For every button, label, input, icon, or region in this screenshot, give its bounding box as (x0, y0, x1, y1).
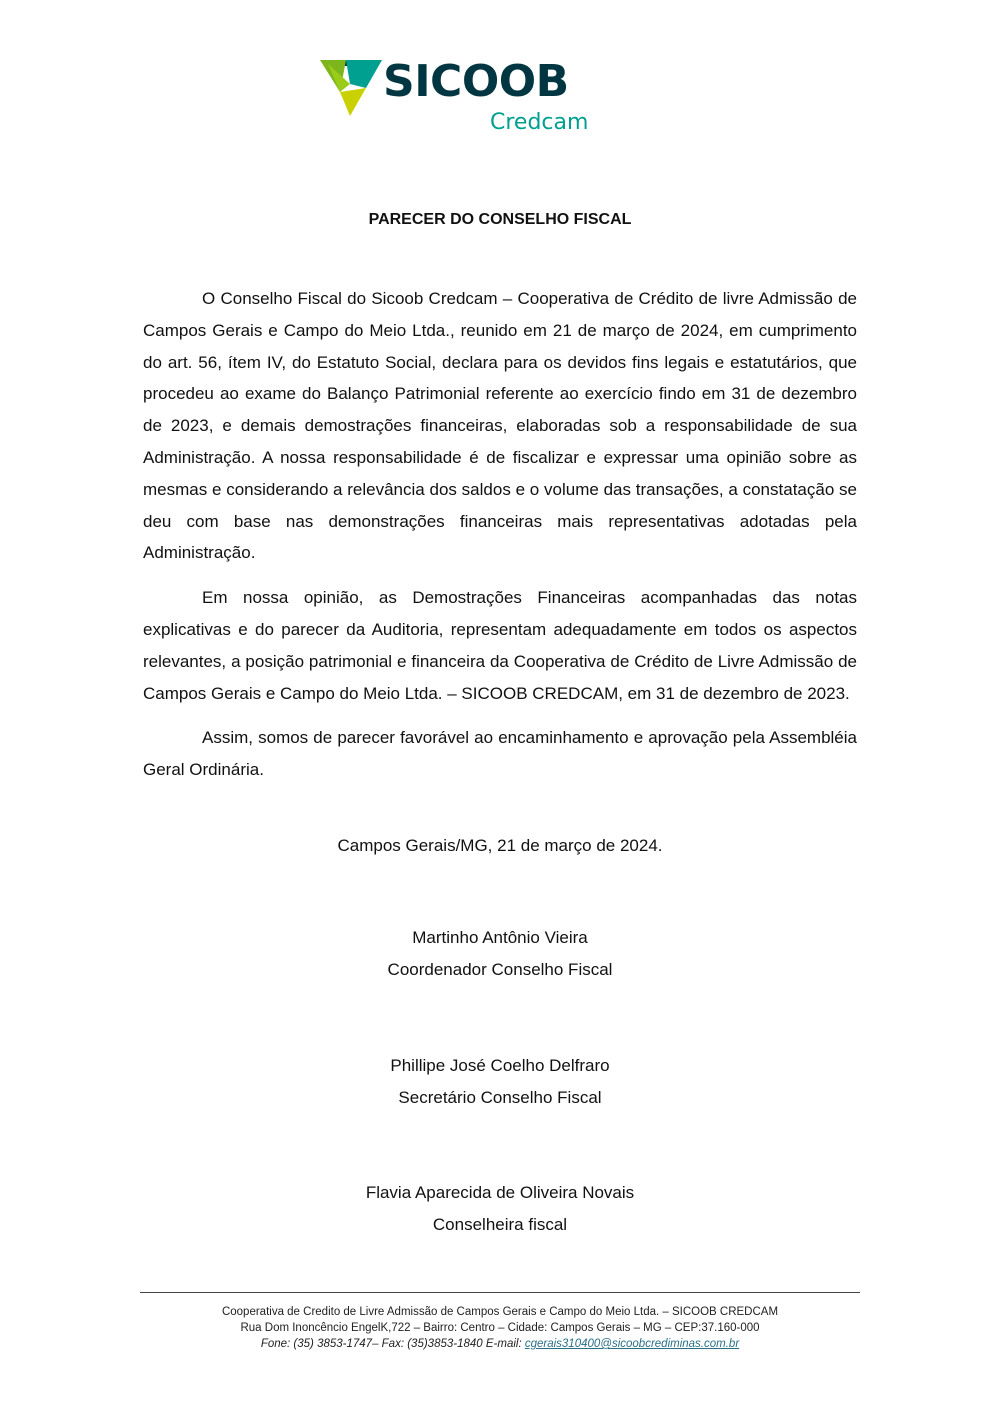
signatory-name: Martinho Antônio Vieira (412, 928, 588, 947)
signature-block-coordinator (0, 922, 1000, 986)
sicoob-logo-mark-icon (320, 60, 382, 118)
footer-phone-fax: Fone: (35) 3853-1747– Fax: (35)3853-1840 E-mail: (260, 1338, 525, 1350)
signature-block-councillor (0, 1177, 1000, 1241)
signatory-role: Secretário Conselho Fiscal (398, 1088, 602, 1107)
signature-block-secretary (0, 1050, 1000, 1114)
signatory-role: Coordenador Conselho Fiscal (387, 960, 613, 979)
logo-subbrand-text: Credcam (490, 110, 589, 135)
logo-brand-text: SICOOB (383, 56, 569, 107)
footer-contact (0, 1336, 1000, 1352)
paragraph-3: Assim, somos de parecer favorável ao encaminhamento e aprovação pela Assembléia Geral Ordinária. (143, 728, 857, 780)
signatory-name: Phillipe José Coelho Delfraro (390, 1056, 610, 1075)
document-title: PARECER DO CONSELHO FISCAL (368, 211, 632, 228)
footer-address: Rua Dom Inoncêncio EngelK,722 – Bairro: Centro – Cidade: Campos Gerais – MG – CEP:37.160-000 (240, 1322, 760, 1334)
place-date: Campos Gerais/MG, 21 de março de 2024. (337, 836, 663, 855)
sicoob-credcam-logo (320, 56, 589, 138)
footer-company: Cooperativa de Credito de Livre Admissão de Campos Gerais e Campo do Meio Ltda. – SICOOB CREDCAM (221, 1306, 779, 1318)
document-body (143, 283, 857, 799)
paragraph-2: Em nossa opinião, as Demostrações Financeiras acompanhadas das notas explicativas e do parecer da Auditoria, representam adequadamente em todos os aspectos relevantes, a posição patrimonial e financeira da Cooperativa de Crédito de Livre Admissão de Campos Gerais e Campo do Meio Ltda. – SICOOB CREDCAM, em 31 de dezembro de 2023. (143, 588, 857, 703)
footer-divider (140, 1292, 860, 1293)
paragraph-1: O Conselho Fiscal do Sicoob Credcam – Cooperativa de Crédito de livre Admissão de Campos Gerais e Campo do Meio Ltda., reunido em 21 de março de 2024, em cumprimento do art. 56, ítem IV, do Estatuto Social, declara para os devidos fins legais e estatutários, que procedeu ao exame do Balanço Patrimonial referente ao exercício findo em 31 de dezembro de 2023, e demais demostrações financeiras, elaboradas sob a responsabilidade de sua Administração. A nossa responsabilidade é de fiscalizar e expressar uma opinião sobre as mesmas e considerando a relevância dos saldos e o volume das transações, a constatação se deu com base nas demonstrações financeiras mais representativas adotadas pela Administração. (143, 289, 857, 563)
signatory-name: Flavia Aparecida de Oliveira Novais (365, 1183, 635, 1202)
footer-email-link[interactable]: cgerais310400@sicoobcrediminas.com.br (524, 1338, 740, 1350)
footer (0, 1304, 1000, 1352)
signatory-role: Conselheira fiscal (432, 1215, 568, 1234)
